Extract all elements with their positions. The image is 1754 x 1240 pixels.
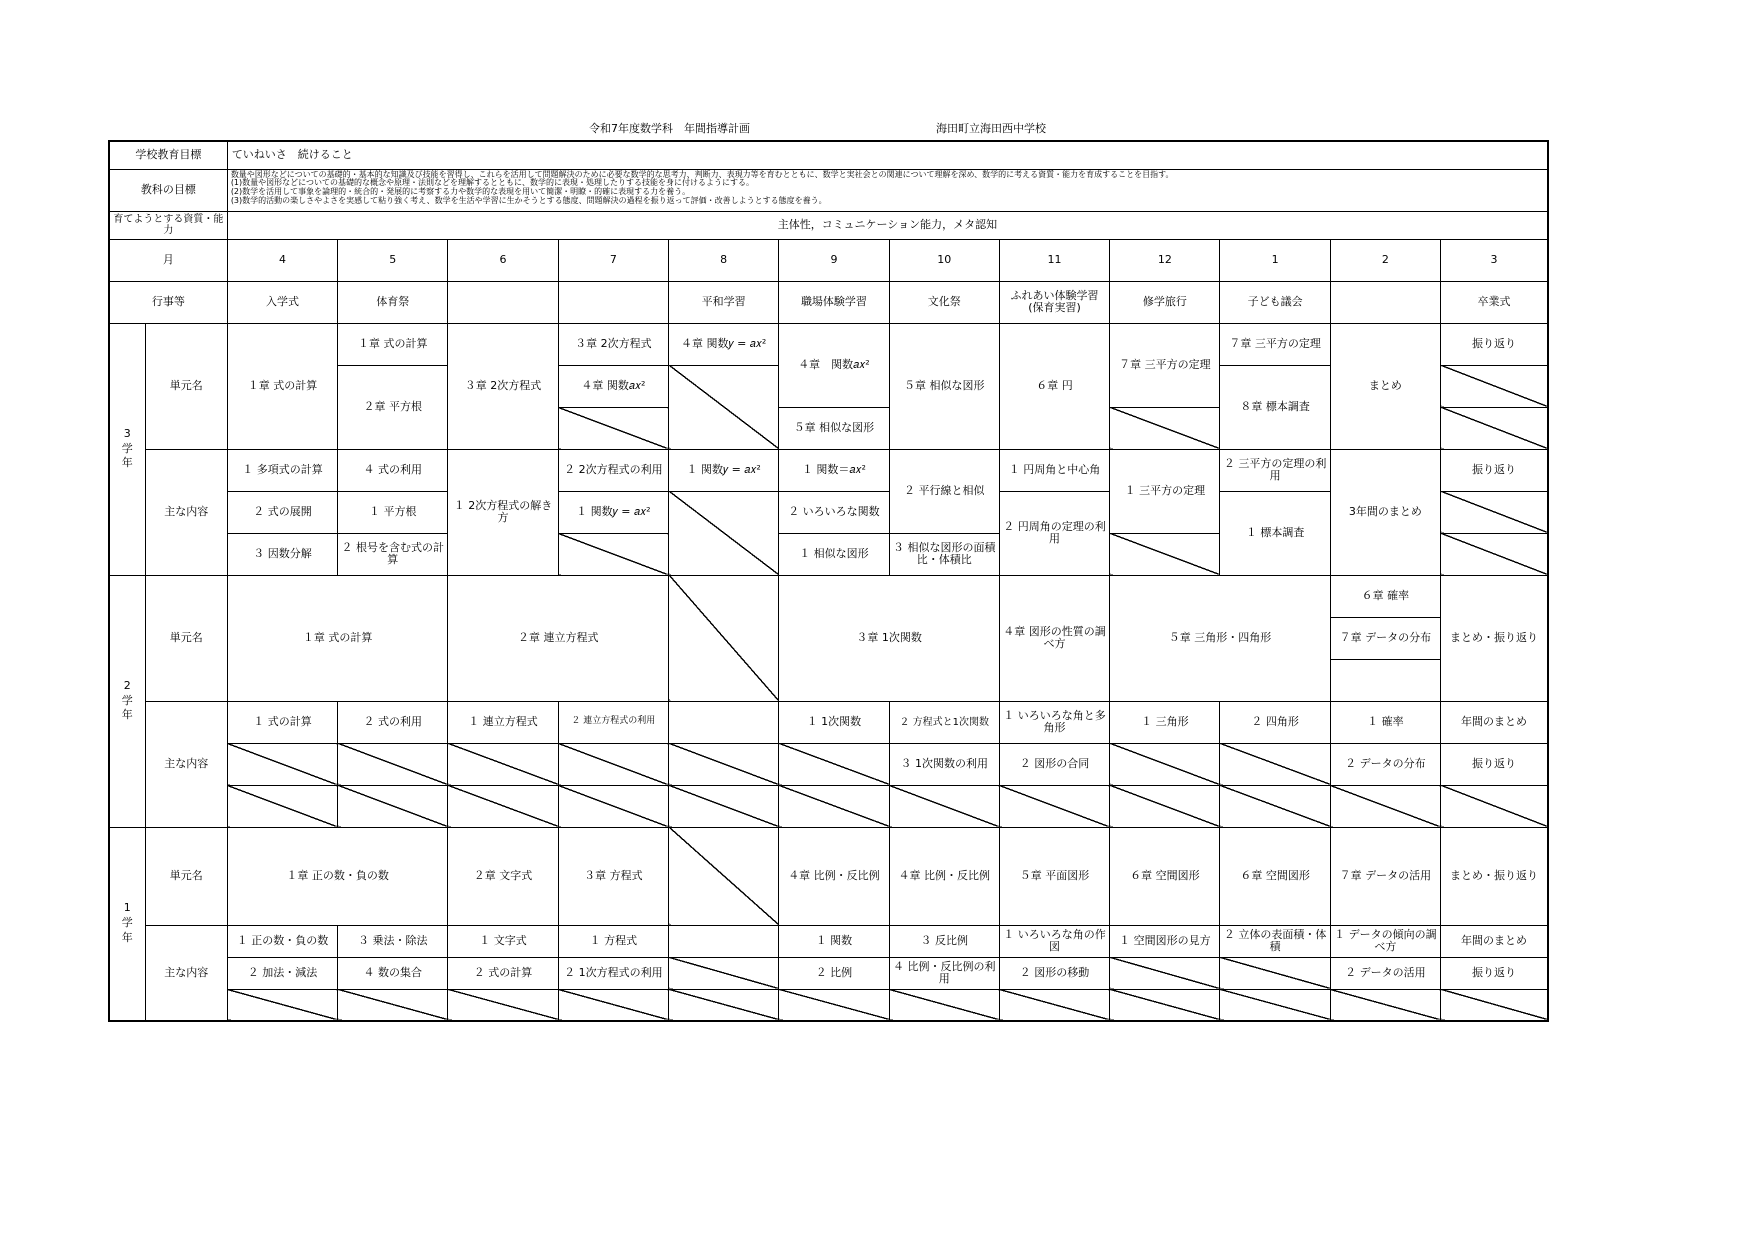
school-name: 海田町立海田西中学校 [936, 122, 1046, 135]
month-cell: 8 [669, 239, 779, 281]
content-cell: ２ 式の展開 [227, 491, 337, 533]
school-goal-label: 学校教育目標 [109, 141, 227, 169]
unit-cell: ６章 空間図形 [1220, 827, 1330, 925]
content-cell: ２ 四角形 [1220, 701, 1330, 743]
unit-cell: ４章 図形の性質の調べ方 [999, 575, 1109, 701]
content-cell: ２ いろいろな関数 [779, 491, 889, 533]
event-cell [1330, 281, 1440, 323]
content-cell: 振り返り [1441, 957, 1548, 989]
unit-cell: ３章 1次関数 [779, 575, 1000, 701]
content-cell: １ 平方根 [338, 491, 448, 533]
content-cell: 年間のまとめ [1441, 701, 1548, 743]
content-cell: １ データの傾向の調べ方 [1330, 925, 1440, 957]
unit-cell: １章 式の計算 [338, 323, 448, 365]
subject-goal-line: 数量や図形などについての基礎的・基本的な知識及び技能を習得し、これらを活用して問題解決のために必要な数学的な思考力、判断力、表現力等を育むとともに、数学と実社会との関連について理解を深め、数学的に考える資質・能力を育成することを目指す。 [230, 169, 1174, 179]
content-cell: ２ 図形の合同 [999, 743, 1109, 785]
empty-slash-cell [1110, 533, 1220, 575]
unit-cell: ４章 関数𝑎𝑥² [779, 323, 889, 407]
unit-cell: １章 式の計算 [227, 323, 337, 449]
empty-slash-cell [669, 785, 779, 827]
month-cell: 1 [1220, 239, 1330, 281]
empty-slash-cell [779, 743, 889, 785]
unit-cell: ７章 データの活用 [1330, 827, 1440, 925]
unit-label: 単元名 [145, 575, 227, 701]
unit-cell: ４章 関数𝑦 = 𝑎𝑥² [669, 323, 779, 365]
unit-cell: ４章 比例・反比例 [889, 827, 999, 925]
event-cell: 卒業式 [1441, 281, 1548, 323]
content-cell: １ いろいろな角の作図 [999, 925, 1109, 957]
unit-cell: ６章 円 [999, 323, 1109, 449]
empty-slash-cell [1441, 407, 1548, 449]
content-cell: ２ 2次方程式の利用 [558, 449, 668, 491]
month-cell: 10 [889, 239, 999, 281]
empty-slash-cell [1441, 989, 1548, 1021]
empty-slash-cell [1441, 491, 1548, 533]
empty-slash-cell [1441, 785, 1548, 827]
content-cell: １ 確率 [1330, 701, 1440, 743]
unit-cell: ３章 2次方程式 [448, 323, 558, 449]
empty-slash-cell [1220, 743, 1330, 785]
content-cell: １ 三平方の定理 [1110, 449, 1220, 533]
unit-cell: ３章 方程式 [558, 827, 668, 925]
content-cell: １ 三角形 [1110, 701, 1220, 743]
content-cell: １ 1次関数 [779, 701, 889, 743]
content-cell: １ 多項式の計算 [227, 449, 337, 491]
event-cell: 修学旅行 [1110, 281, 1220, 323]
event-cell: 職場体験学習 [779, 281, 889, 323]
empty-slash-cell [669, 491, 779, 575]
empty-slash-cell [1330, 785, 1440, 827]
content-cell: １ 方程式 [558, 925, 668, 957]
unit-cell: ５章 相似な図形 [889, 323, 999, 449]
month-cell: 5 [338, 239, 448, 281]
empty-slash-cell [448, 785, 558, 827]
empty-slash-cell [1110, 957, 1220, 989]
event-cell: 平和学習 [669, 281, 779, 323]
subject-goal [227, 169, 1548, 211]
event-cell: 入学式 [227, 281, 337, 323]
unit-cell: ５章 相似な図形 [779, 407, 889, 449]
event-cell: ふれあい体験学習 (保育実習) [999, 281, 1109, 323]
content-cell: １ 円周角と中心角 [999, 449, 1109, 491]
content-cell: ３ 相似な図形の面積比・体積比 [889, 533, 999, 575]
empty-slash-cell [227, 743, 337, 785]
content-cell: １ 文字式 [448, 925, 558, 957]
month-cell: 12 [1110, 239, 1220, 281]
unit-cell: ２章 連立方程式 [448, 575, 669, 701]
subject-goal-line: (2)数学を活用して事象を論理的・統合的・発展的に考察する力や数学的な表現を用いて簡潔・明瞭・的確に表現する力を養う。 [230, 187, 691, 197]
month-label: 月 [109, 239, 227, 281]
content-cell: ４ 比例・反比例の利用 [889, 957, 999, 989]
empty-slash-cell [558, 785, 668, 827]
content-cell: ２ 式の利用 [338, 701, 448, 743]
empty-slash-cell [558, 407, 668, 449]
event-cell [558, 281, 668, 323]
plan-title: 令和7年度数学科 年間指導計画 [589, 122, 750, 135]
empty-slash-cell [1441, 533, 1548, 575]
empty-slash-cell [1220, 785, 1330, 827]
unit-cell: ３章 2次方程式 [558, 323, 668, 365]
month-cell: 9 [779, 239, 889, 281]
grade-2-label: 2 学 年 [109, 575, 145, 827]
month-cell: 2 [1330, 239, 1440, 281]
content-cell: １ 正の数・負の数 [227, 925, 337, 957]
content-cell: ２ データの分布 [1330, 743, 1440, 785]
content-cell: １ 関数＝𝑎𝑥² [779, 449, 889, 491]
month-cell: 3 [1441, 239, 1548, 281]
content-cell: ３ 乗法・除法 [338, 925, 448, 957]
content-label: 主な内容 [145, 701, 227, 827]
empty-slash-cell [889, 989, 999, 1021]
content-cell: ２ データの活用 [1330, 957, 1440, 989]
unit-label: 単元名 [145, 323, 227, 449]
content-cell: ２ 円周角の定理の利用 [999, 491, 1109, 575]
month-cell: 6 [448, 239, 558, 281]
content-cell: ２ 式の計算 [448, 957, 558, 989]
content-cell: ２ 平行線と相似 [889, 449, 999, 533]
empty-slash-cell [338, 743, 448, 785]
empty-slash-cell [999, 989, 1109, 1021]
empty-slash-cell [558, 533, 668, 575]
content-cell: 3年間のまとめ [1330, 449, 1440, 575]
content-cell: ３ 反比例 [889, 925, 999, 957]
annual-plan-table [108, 140, 1549, 1022]
empty-slash-cell [338, 989, 448, 1021]
empty-slash-cell [1220, 957, 1330, 989]
unit-cell: ７章 三平方の定理 [1110, 323, 1220, 407]
empty-slash-cell [669, 743, 779, 785]
unit-cell: ４章 比例・反比例 [779, 827, 889, 925]
empty-slash-cell [1110, 743, 1220, 785]
content-cell: ２ 連立方程式の利用 [558, 701, 668, 743]
empty-slash-cell [669, 575, 779, 701]
event-cell: 体育祭 [338, 281, 448, 323]
unit-cell: まとめ・振り返り [1441, 827, 1548, 925]
unit-cell: ５章 三角形・四角形 [1110, 575, 1331, 701]
unit-cell: ２章 文字式 [448, 827, 558, 925]
empty-slash-cell [558, 743, 668, 785]
empty-slash-cell [889, 785, 999, 827]
content-cell: １ 標本調査 [1220, 491, 1330, 575]
event-cell: 子ども議会 [1220, 281, 1330, 323]
empty-slash-cell [448, 989, 558, 1021]
content-cell: １ 連立方程式 [448, 701, 558, 743]
content-cell: １ いろいろな角と多角形 [999, 701, 1109, 743]
content-cell: ２ 三平方の定理の利用 [1220, 449, 1330, 491]
content-cell: ４ 式の利用 [338, 449, 448, 491]
empty-slash-cell [669, 957, 779, 989]
grade-1-label: 1 学 年 [109, 827, 145, 1021]
empty-cell [669, 925, 779, 957]
unit-cell: ８章 標本調査 [1220, 365, 1330, 449]
content-cell: １ 相似な図形 [779, 533, 889, 575]
unit-cell: まとめ [1330, 323, 1440, 449]
unit-cell: ６章 確率 [1330, 575, 1440, 617]
content-cell: 年間のまとめ [1441, 925, 1548, 957]
empty-slash-cell [1330, 989, 1440, 1021]
empty-slash-cell [1110, 785, 1220, 827]
empty-slash-cell [1110, 407, 1220, 449]
content-cell: ２ 立体の表面積・体積 [1220, 925, 1330, 957]
empty-slash-cell [227, 785, 337, 827]
empty-cell [1330, 659, 1440, 701]
empty-slash-cell [227, 989, 337, 1021]
abilities: 主体性，コミュニケーション能力，メタ認知 [227, 211, 1548, 239]
content-cell: 振り返り [1441, 743, 1548, 785]
unit-cell: 振り返り [1441, 323, 1548, 365]
content-label: 主な内容 [145, 925, 227, 1021]
subject-goal-label: 教科の目標 [109, 169, 227, 211]
content-cell: ３ 1次関数の利用 [889, 743, 999, 785]
unit-cell: まとめ・振り返り [1441, 575, 1548, 701]
empty-slash-cell [558, 989, 668, 1021]
empty-slash-cell [999, 785, 1109, 827]
content-cell: １ 空間図形の見方 [1110, 925, 1220, 957]
content-cell: １ 式の計算 [227, 701, 337, 743]
unit-cell: １章 式の計算 [227, 575, 448, 701]
empty-slash-cell [448, 743, 558, 785]
unit-cell: ７章 三平方の定理 [1220, 323, 1330, 365]
content-cell: ４ 数の集合 [338, 957, 448, 989]
content-cell: １ 2次方程式の解き方 [448, 449, 558, 575]
content-cell: ２ 加法・減法 [227, 957, 337, 989]
unit-label: 単元名 [145, 827, 227, 925]
content-cell: １ 関数 [779, 925, 889, 957]
month-cell: 7 [558, 239, 668, 281]
events-label: 行事等 [109, 281, 227, 323]
empty-slash-cell [779, 785, 889, 827]
unit-cell: ２章 平方根 [338, 365, 448, 449]
abilities-label: 育てようとする資質・能力 [109, 211, 227, 239]
empty-slash-cell [338, 785, 448, 827]
empty-cell [669, 701, 779, 743]
content-cell: ２ 比例 [779, 957, 889, 989]
content-label: 主な内容 [145, 449, 227, 575]
empty-slash-cell [1110, 989, 1220, 1021]
subject-goal-line: (3)数学的活動の楽しさやよさを実感して粘り強く考え、数学を生活や学習に生かそうとする態度、問題解決の過程を振り返って評価・改善しようとする態度を養う。 [230, 195, 827, 205]
unit-cell: ７章 データの分布 [1330, 617, 1440, 659]
content-cell: ２ 方程式と1次関数 [889, 701, 999, 743]
content-cell: 振り返り [1441, 449, 1548, 491]
event-cell [448, 281, 558, 323]
unit-cell: １章 正の数・負の数 [227, 827, 448, 925]
content-cell: ２ 1次方程式の利用 [558, 957, 668, 989]
empty-slash-cell [1441, 365, 1548, 407]
month-cell: 11 [999, 239, 1109, 281]
content-cell: ３ 因数分解 [227, 533, 337, 575]
content-cell: ２ 図形の移動 [999, 957, 1109, 989]
content-cell: １ 関数𝑦 = 𝑎𝑥² [558, 491, 668, 533]
unit-cell: ４章 関数𝑎𝑥² [558, 365, 668, 407]
unit-cell: ６章 空間図形 [1110, 827, 1220, 925]
subject-goal-line: (1)数量や図形などについての基礎的な概念や原理・法則などを理解するとともに、数学的に表現・処理したりする技能を身に付けるようにする。 [230, 178, 754, 188]
grade-3-label: 3 学 年 [109, 323, 145, 575]
unit-cell: ５章 平面図形 [999, 827, 1109, 925]
empty-slash-cell [669, 827, 779, 925]
empty-slash-cell [779, 989, 889, 1021]
month-cell: 4 [227, 239, 337, 281]
content-cell: ２ 根号を含む式の計算 [338, 533, 448, 575]
empty-slash-cell [669, 989, 779, 1021]
empty-slash-cell [1220, 989, 1330, 1021]
empty-slash-cell [669, 365, 779, 449]
school-goal: ていねいさ 続けること [227, 141, 1548, 169]
event-cell: 文化祭 [889, 281, 999, 323]
content-cell: １ 関数𝑦 = 𝑎𝑥² [669, 449, 779, 491]
